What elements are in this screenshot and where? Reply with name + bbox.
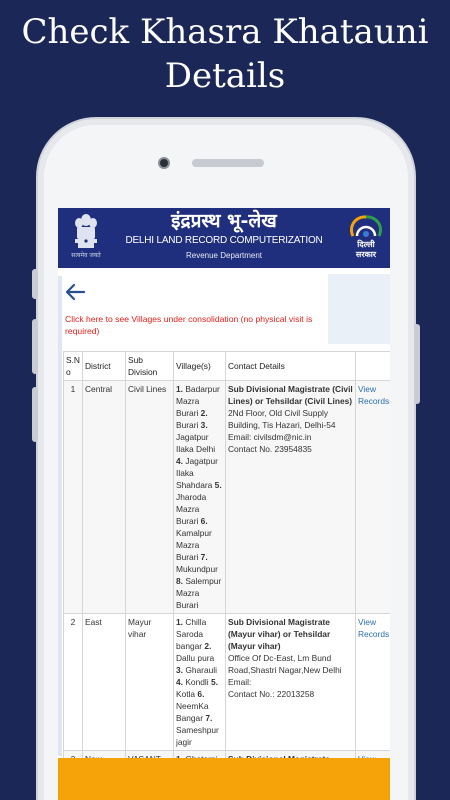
consolidation-villages-link[interactable]: Click here to see Villages under consolidation (no physical visit is required) (65, 314, 313, 336)
contact-phone: Contact No. 23954835 (228, 444, 312, 454)
bottom-bar (58, 758, 390, 800)
promo-title (0, 10, 450, 98)
village-number: 1. (176, 384, 183, 394)
table-row (64, 614, 391, 751)
delhi-logo-line1: दिल्ली (357, 240, 375, 249)
contact-email: Email: civilsdm@nic.in (228, 432, 312, 442)
left-border-strip (58, 276, 62, 756)
national-emblem (68, 212, 104, 262)
contact-officer: Sub Divisional Magistrate (Mayur vihar) or Tehsildar (Mayur vihar) (228, 617, 331, 651)
village-name: Badarpur Mazra Burari (176, 384, 220, 418)
cell-villages (174, 614, 226, 751)
village-name: Dallu pura (176, 653, 215, 663)
contact-phone: Contact No.: 22013258 (228, 689, 315, 699)
village-name: Jagatpur Ilaka Delhi (176, 432, 216, 454)
phone-power-button (414, 324, 420, 404)
village-number: 4. (176, 456, 183, 466)
village-number: 5. (214, 480, 222, 490)
view-records-link[interactable]: View Records (358, 384, 390, 406)
header-sno: S.No (64, 352, 83, 381)
right-side-panel (328, 274, 390, 344)
header-department: Revenue Department (185, 251, 263, 260)
header-subdivision: Sub Division (126, 352, 174, 381)
cell-district: East (83, 614, 126, 751)
village-number: 3. (176, 665, 183, 675)
back-arrow-icon (64, 282, 86, 302)
cell-action (356, 381, 391, 614)
land-records-table (63, 351, 390, 800)
cell-sno: 1 (64, 381, 83, 614)
emblem-icon (73, 212, 99, 250)
village-name: Jharoda Mazra Burari (176, 492, 207, 526)
header-subtitle: DELHI LAND RECORD COMPUTERIZATION (125, 235, 323, 246)
emblem-caption: सत्यमेव जयते (71, 252, 101, 259)
village-name: Kotla (176, 689, 196, 699)
header-contact: Contact Details (226, 352, 356, 381)
village-number: 7. (205, 713, 213, 723)
village-number: 8. (176, 576, 183, 586)
view-records-link[interactable]: View Records (358, 617, 390, 639)
village-number: 6. (200, 516, 208, 526)
cell-subdivision: Mayur vihar (126, 614, 174, 751)
phone-volume-up (32, 319, 38, 374)
delhi-logo-icon (349, 214, 383, 240)
front-camera (158, 157, 170, 169)
header-title-hindi: इंद्रप्रस्थ भू-लेख (171, 210, 277, 232)
cell-contact (226, 381, 356, 614)
village-name: Mukundpur (176, 564, 218, 574)
phone-mute-switch (32, 269, 38, 299)
cell-district: Central (83, 381, 126, 614)
back-button[interactable] (64, 282, 86, 302)
village-number: 6. (197, 689, 205, 699)
cell-subdivision: Civil Lines (126, 381, 174, 614)
phone-volume-down (32, 387, 38, 442)
village-name: Gharauli (185, 665, 217, 675)
header-villages: Village(s) (174, 352, 226, 381)
village-name: NeemKa Bangar (176, 701, 209, 723)
village-number: 4. (176, 677, 183, 687)
promo-title-line2: Details (164, 56, 286, 96)
header-district: District (83, 352, 126, 381)
village-number: 5. (210, 677, 218, 687)
cell-villages (174, 381, 226, 614)
village-number: 7. (200, 552, 208, 562)
village-number: 2. (200, 408, 208, 418)
village-number: 3. (200, 420, 208, 430)
village-name: Salempur Mazra Burari (176, 576, 222, 610)
village-name: Sameshpur jagir (176, 725, 219, 747)
village-name: Chilla Saroda bangar (176, 617, 207, 651)
village-name: Kamalpur Mazra Burari (176, 528, 212, 562)
delhi-logo-line2: सरकार (355, 250, 377, 259)
cell-action (356, 614, 391, 751)
site-header (58, 208, 390, 268)
promo-title-line1: Check Khasra Khatauni (21, 12, 429, 52)
contact-email: Email: (228, 677, 252, 687)
contact-officer: Sub Divisional Magistrate (Civil Lines) or Tehsildar (Civil Lines) (228, 384, 353, 406)
app-screen (58, 208, 390, 800)
contact-address: Office Of Dc-East, Lm Bund Road,Shastri Nagar,New Delhi (228, 653, 342, 675)
delhi-govt-logo (346, 214, 386, 264)
village-number: 1. (176, 617, 183, 627)
table-header-row (64, 352, 391, 381)
village-name: Kondli (185, 677, 209, 687)
phone-speaker (192, 159, 264, 167)
table-row (64, 381, 391, 614)
cell-sno: 2 (64, 614, 83, 751)
cell-contact (226, 614, 356, 751)
contact-address: 2Nd Floor, Old Civil Supply Building, Tis Hazari, Delhi-54 (228, 408, 336, 430)
village-number: 2. (204, 641, 212, 651)
header-action (356, 352, 391, 381)
village-name: Burari (176, 420, 199, 430)
main-content (58, 268, 390, 758)
village-name: Jagatpur Ilaka Shahdara (176, 456, 218, 490)
